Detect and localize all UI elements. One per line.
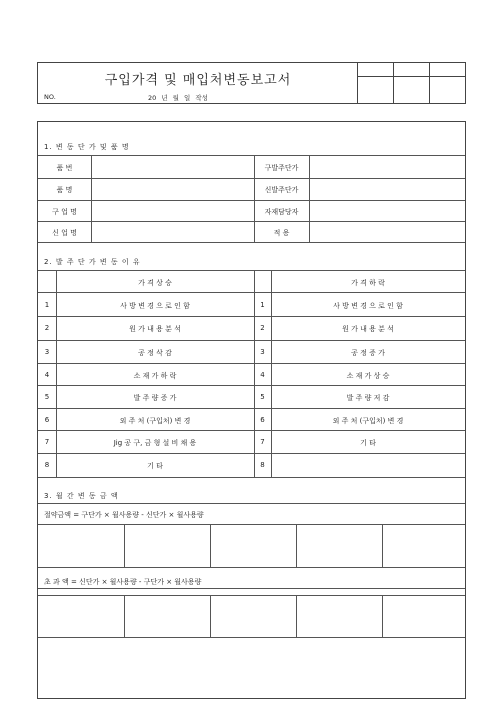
saving-amount-cell[interactable] [384, 526, 463, 565]
reason-no: 6 [44, 416, 50, 424]
increase-reason[interactable]: 외 주 처 (구입처) 변 경 [119, 417, 191, 425]
reason-no: 2 [260, 324, 265, 332]
reason-no: 3 [44, 348, 50, 356]
section1-title: 1. 변 동 단 가 및 품 명 [44, 143, 130, 151]
label-old-vendor: 구 업 명 [52, 208, 77, 216]
approval-grid [358, 63, 465, 103]
increase-reason[interactable]: 공 정 삭 감 [138, 349, 172, 357]
decrease-reason[interactable]: 외 주 처 (구입처) 변 경 [332, 417, 404, 425]
label-part-no: 품 번 [56, 164, 73, 172]
excess-formula: 초 과 액 = 신단가 × 월사용량 - 구단가 × 월사용량 [44, 578, 202, 586]
reason-no: 2 [44, 324, 50, 332]
approval-cell[interactable] [394, 77, 430, 103]
reason-no: 3 [260, 348, 265, 356]
field-new-vendor[interactable] [93, 223, 253, 241]
decrease-reason[interactable]: 사 방 변 경 으 로 인 함 [333, 302, 403, 310]
field-new-price[interactable] [311, 180, 463, 199]
reason-no: 7 [44, 438, 50, 446]
field-material-manager[interactable] [311, 202, 463, 220]
excess-amount-cell[interactable] [384, 597, 463, 635]
increase-reason[interactable]: 사 방 변 경 으 로 인 함 [120, 302, 190, 310]
approval-cell[interactable] [430, 63, 465, 77]
field-apply[interactable] [311, 223, 463, 241]
field-part-name[interactable] [93, 180, 253, 199]
increase-reason[interactable]: 소 재 가 하 락 [133, 372, 177, 380]
reason-no: 1 [260, 301, 265, 309]
reason-no: 8 [260, 461, 265, 469]
increase-reason[interactable]: Jig 공 구, 금 형 설 비 채 용 [113, 439, 197, 447]
reason-no: 5 [44, 393, 50, 401]
saving-amount-cell[interactable] [126, 526, 208, 565]
reason-no: 7 [260, 438, 265, 446]
saving-amount-cell[interactable] [40, 526, 122, 565]
saving-amount-cell[interactable] [212, 526, 294, 565]
reason-no: 4 [44, 371, 50, 379]
label-old-price: 구발주단가 [264, 164, 299, 172]
increase-reason[interactable]: 기 타 [147, 462, 163, 470]
field-part-no[interactable] [93, 157, 253, 177]
saving-formula: 절약금액 = 구단가 × 월사용량 - 신단가 × 월사용량 [44, 511, 204, 519]
reason-no: 1 [44, 301, 50, 309]
increase-reason[interactable]: 발 주 량 증 가 [133, 394, 177, 402]
label-apply: 적 용 [273, 229, 290, 237]
report-body [37, 121, 466, 699]
label-material-manager: 자재담당자 [264, 208, 299, 216]
label-part-name: 품 명 [56, 186, 73, 194]
approval-cell[interactable] [358, 77, 394, 103]
date-line: 20 년 월 일 작성 [148, 94, 208, 102]
increase-reason[interactable]: 원 가 내 용 분 석 [129, 325, 181, 333]
label-new-price: 신발주단가 [264, 186, 299, 194]
decrease-reason[interactable]: 공 정 증 가 [351, 349, 385, 357]
section3-title: 3. 월 간 변 동 금 액 [44, 492, 119, 500]
report-header [37, 62, 466, 104]
saving-amount-cell[interactable] [298, 526, 380, 565]
page-title: 구입가격 및 매입처변동보고서 [104, 73, 292, 88]
approval-cell[interactable] [358, 63, 394, 77]
decrease-reason[interactable]: 원 가 내 용 분 석 [342, 325, 394, 333]
doc-number-label: NO. [44, 93, 56, 101]
decrease-reason[interactable]: 기 타 [360, 439, 376, 447]
field-old-vendor[interactable] [93, 202, 253, 220]
excess-amount-cell[interactable] [298, 597, 380, 635]
decrease-reason[interactable]: 발 주 량 저 감 [346, 394, 390, 402]
decrease-reason[interactable]: 소 재 가 상 승 [346, 372, 390, 380]
reason-no: 4 [260, 371, 265, 379]
section2-title: 2. 발 주 단 가 변 동 이 유 [44, 258, 141, 266]
reason-no: 6 [260, 416, 265, 424]
excess-amount-cell[interactable] [126, 597, 208, 635]
field-old-price[interactable] [311, 157, 463, 177]
approval-cell[interactable] [430, 77, 465, 103]
label-new-vendor: 신 업 명 [52, 229, 77, 237]
reason-no: 8 [44, 461, 50, 469]
approval-cell[interactable] [394, 63, 430, 77]
reason-no: 5 [260, 393, 265, 401]
excess-amount-cell[interactable] [40, 597, 122, 635]
title-box [38, 63, 358, 103]
price-increase-header: 가 격 상 승 [138, 279, 172, 287]
excess-amount-cell[interactable] [212, 597, 294, 635]
price-decrease-header: 가 격 하 락 [351, 279, 385, 287]
